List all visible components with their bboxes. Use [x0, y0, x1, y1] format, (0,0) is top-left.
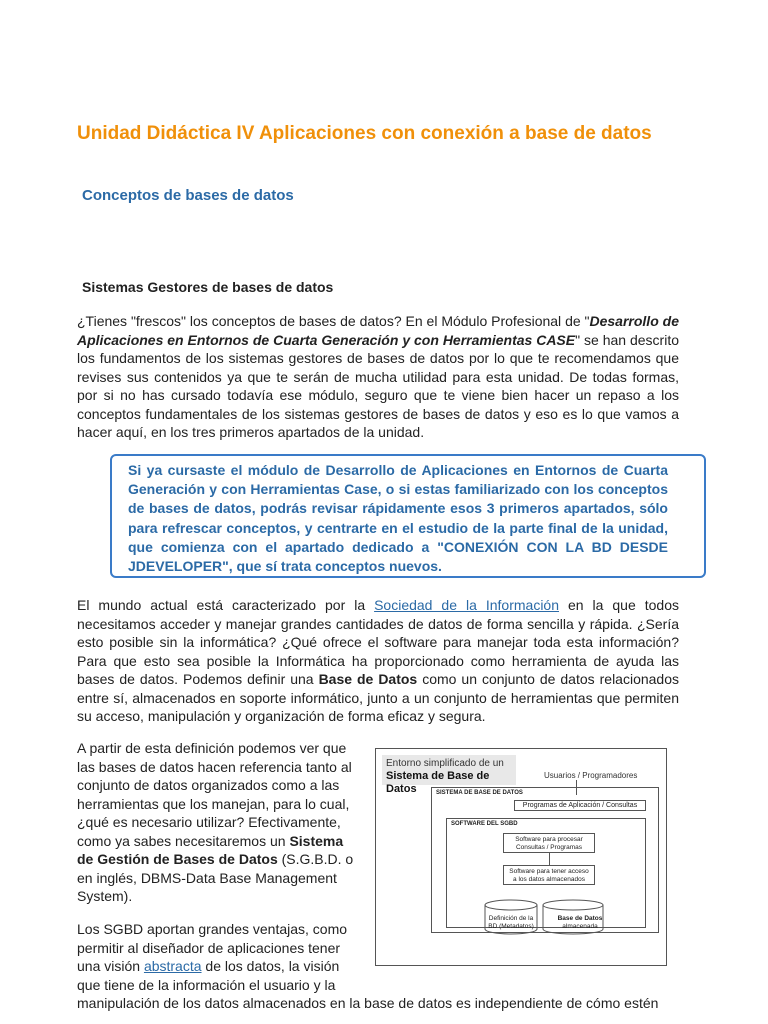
text-run: como un conjunto de datos relacionados entre sí, almacenados en soporte informático, junto a un conjunto de herramientas que permiten su acceso, manipulación y organización de forma eficaz y segura. [77, 671, 680, 724]
term-sgbd: Sistema de Gestión de Bases de Datos [77, 832, 344, 867]
intro-paragraph [77, 312, 679, 442]
text-run: en la que todos necesitamos acceder y manejar grandes cantidades de datos de forma sencilla y rápida. ¿Sería esto posible sin la informática? ¿Qué ofrece el software para manejar toda esta información? Para que esto sea posible la Informática ha proporcionado como herramienta de ayuda las bases de datos. Podemos definir una [77, 597, 679, 687]
advantages-paragraph [77, 920, 358, 994]
box-line: Software para tener acceso [509, 868, 589, 875]
label-line: almacenada [562, 923, 598, 930]
advantages-paragraph-continued: manipulación de los datos almacenados en la base de datos es independiente de cómo estén [77, 995, 659, 1011]
text-run: ¿Tienes "frescos" los conceptos de bases de datos? En el Módulo Profesional de " [77, 313, 590, 329]
section-heading: Conceptos de bases de datos [82, 187, 294, 204]
page-title: Unidad Didáctica IV Aplicaciones con conexión a base de datos [77, 123, 652, 144]
text-run: Los SGBD aportan grandes ventajas, como permitir al diseñador de aplicaciones tener una visión [77, 921, 348, 974]
stored-db-label [544, 915, 616, 931]
sociedad-informacion-link[interactable]: Sociedad de la Información [374, 597, 559, 613]
subsection-heading: Sistemas Gestores de bases de datos [82, 279, 334, 295]
dbms-diagram [375, 748, 667, 966]
caption-title: Sistema de Base de Datos [386, 770, 490, 795]
box-line: a los datos almacenados [513, 876, 585, 883]
text-run: " se han descrito los fundamentos de los sistemas gestores de bases de datos por lo que te recomendamos que revises sus contenidos ya que te serán de mucha utilidad para esta unidad. De todas formas, por si no has cursado todavía ese módulo, seguro que te viene bien hacer un repaso a los conceptos fundamentales de los sistemas gestores de bases de datos y eso es lo que vamos a hacer aquí, en los tres primeros apartados de la unidad. [77, 331, 679, 440]
programs-box: Programas de Aplicación / Consultas [514, 800, 646, 811]
abstracta-link[interactable]: abstracta [143, 958, 202, 974]
label-line: Definición de la [488, 915, 534, 922]
text-run: El mundo actual está caracterizado por la [77, 597, 375, 613]
caption-line: Entorno simplificado de un [386, 758, 504, 769]
sgbd-label: SOFTWARE DEL SGBD [451, 821, 518, 827]
callout-text: Si ya cursaste el módulo de Desarrollo de Aplicaciones en Entornos de Cuarta Generación y con Herramientas Case, o si estas familiarizado con los conceptos de bases de datos, podrás revisar rápidamente esos 3 primeros apartados, sólo para refrescar conceptos, y centrarte en el estudio de la parte final de la unidad, que comienza con el apartado dedicado a "CONEXIÓN CON LA BD DESDE JDEVELOPER", que sí trata conceptos nuevos. [128, 462, 668, 575]
query-processing-box [503, 833, 595, 853]
metadata-label [476, 915, 546, 931]
definition-paragraph [77, 596, 679, 726]
sgbd-paragraph [77, 739, 358, 906]
module-name: Desarrollo de Aplicaciones en Entornos de Cuarta Generación y con Herramientas CASE [77, 313, 679, 348]
box-line: Consultas / Programas [515, 844, 583, 851]
label-line: BD (Metadatos) [488, 923, 534, 930]
data-access-box [503, 865, 595, 885]
text-run: A partir de esta definición podemos ver que las bases de datos hacen referencia tanto al conjunto de datos organizados como a las herramientas que los manejan, para lo cual, ¿qué es necesario utilizar? Efectivamente, como ya sabes necesitaremos un [77, 740, 352, 849]
system-label: SISTEMA DE BASE DE DATOS [436, 790, 523, 796]
box-line: Software para procesar [515, 836, 583, 843]
arrow-down [549, 853, 550, 865]
users-label: Usuarios / Programadores [544, 771, 638, 780]
term-base-de-datos: Base de Datos [318, 671, 418, 687]
diagram-caption [382, 755, 516, 795]
text-run: de los datos, la visión que tiene de la información el usuario y la [77, 958, 340, 993]
text-run: (S.G.B.D. o en inglés, DBMS-Data Base Management System). [77, 851, 354, 904]
label-line: Base de Datos [557, 915, 603, 922]
